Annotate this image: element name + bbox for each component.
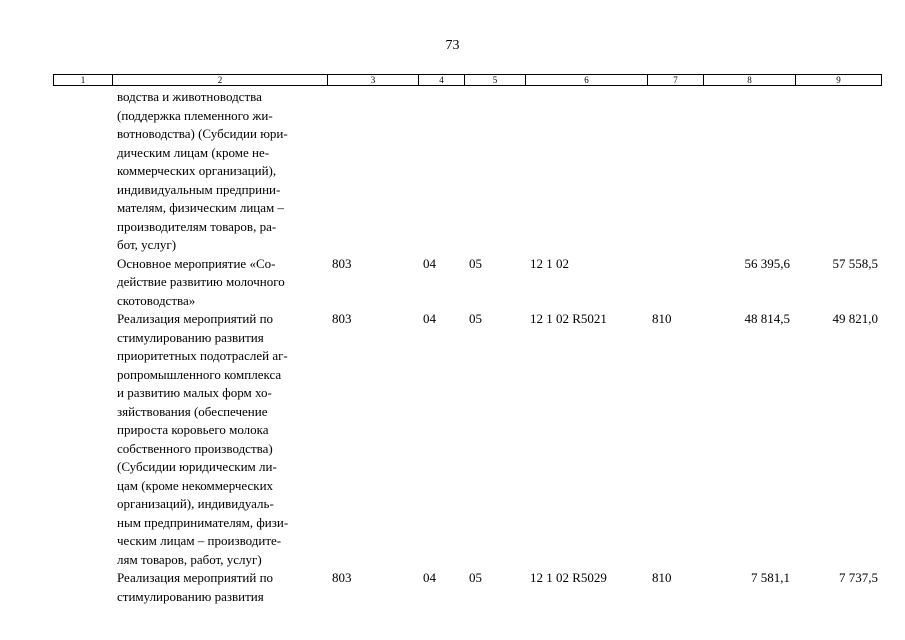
row-rz-cell: 04	[423, 311, 436, 326]
row-sum1-cell: 48 814,5	[744, 311, 790, 326]
row-grbs-cell: 803	[332, 255, 352, 271]
row-name-cell: Реализация мероприятий по стимулированию развития	[117, 570, 274, 604]
row-rz-cell: 04	[423, 255, 436, 271]
row-grbs-cell: 803	[332, 311, 352, 326]
row-sum1-cell: 7 581,1	[751, 570, 790, 585]
header-col-6: 6	[526, 75, 648, 85]
page-number: 73	[445, 38, 460, 53]
row-number-cell	[53, 310, 112, 569]
row-name-cell: Основное мероприятие «Со- действие развитию молочного скотоводства»	[117, 255, 285, 308]
row-vr-cell: 810	[652, 311, 672, 326]
row-sum1-cell	[703, 88, 795, 255]
row-sum2-cell: 7 737,5	[839, 570, 878, 585]
row-number-cell	[53, 569, 112, 606]
row-csr-cell	[525, 88, 647, 255]
table-header	[53, 74, 882, 86]
row-csr-cell: 12 1 02 R5029	[530, 570, 607, 585]
row-vr-cell	[647, 255, 703, 311]
row-rz-cell: 04	[423, 570, 436, 585]
row-pr-cell	[464, 88, 525, 255]
row-vr-cell	[647, 88, 703, 255]
row-grbs-cell	[327, 88, 418, 255]
header-col-7: 7	[648, 75, 704, 85]
table-row	[53, 255, 880, 311]
header-col-3: 3	[328, 75, 419, 85]
header-col-5: 5	[465, 75, 526, 85]
row-sum2-cell: 57 558,5	[832, 255, 878, 271]
row-pr-cell: 05	[469, 570, 482, 585]
row-csr-cell: 12 1 02 R5021	[530, 311, 607, 326]
header-col-8: 8	[704, 75, 796, 85]
header-col-4: 4	[419, 75, 465, 85]
row-number-cell	[53, 88, 112, 255]
header-col-9: 9	[836, 75, 841, 85]
row-pr-cell: 05	[469, 255, 482, 271]
row-name-cell: водства и животноводства (поддержка племенного жи- вотноводства) (Субсидии юри- дическим лицам (кроме не- коммерческих организаций), индивидуальным предприни- мателям, физическим лицам – производителям товаров, ра- бот, услуг)	[117, 89, 288, 252]
row-csr-cell: 12 1 02	[530, 255, 569, 271]
header-col-1: 1	[54, 75, 113, 85]
row-name-cell: Реализация мероприятий по стимулированию развития приоритетных подотраслей аг- ропромышленного комплекса и развитию малых форм хо- зяйствования (обеспечение прироста коровьего молока собственного производства) (Субсидии юридическим ли- цам (кроме некоммерческих организаций), индивидуаль- ным предпринимателям, физи- ческим лицам – производите- лям товаров, работ, услуг)	[117, 311, 289, 567]
table-body	[53, 88, 880, 606]
table-row	[53, 310, 880, 569]
row-pr-cell: 05	[469, 311, 482, 326]
row-sum2-cell: 49 821,0	[832, 311, 878, 326]
row-rz-cell	[418, 88, 464, 255]
table-row	[53, 88, 880, 255]
row-vr-cell: 810	[652, 570, 672, 585]
header-col-2: 2	[113, 75, 328, 85]
row-grbs-cell: 803	[332, 570, 352, 585]
row-sum2-cell	[795, 88, 880, 255]
row-number-cell	[53, 255, 112, 311]
row-sum1-cell: 56 395,6	[744, 255, 790, 271]
table-row	[53, 569, 880, 606]
